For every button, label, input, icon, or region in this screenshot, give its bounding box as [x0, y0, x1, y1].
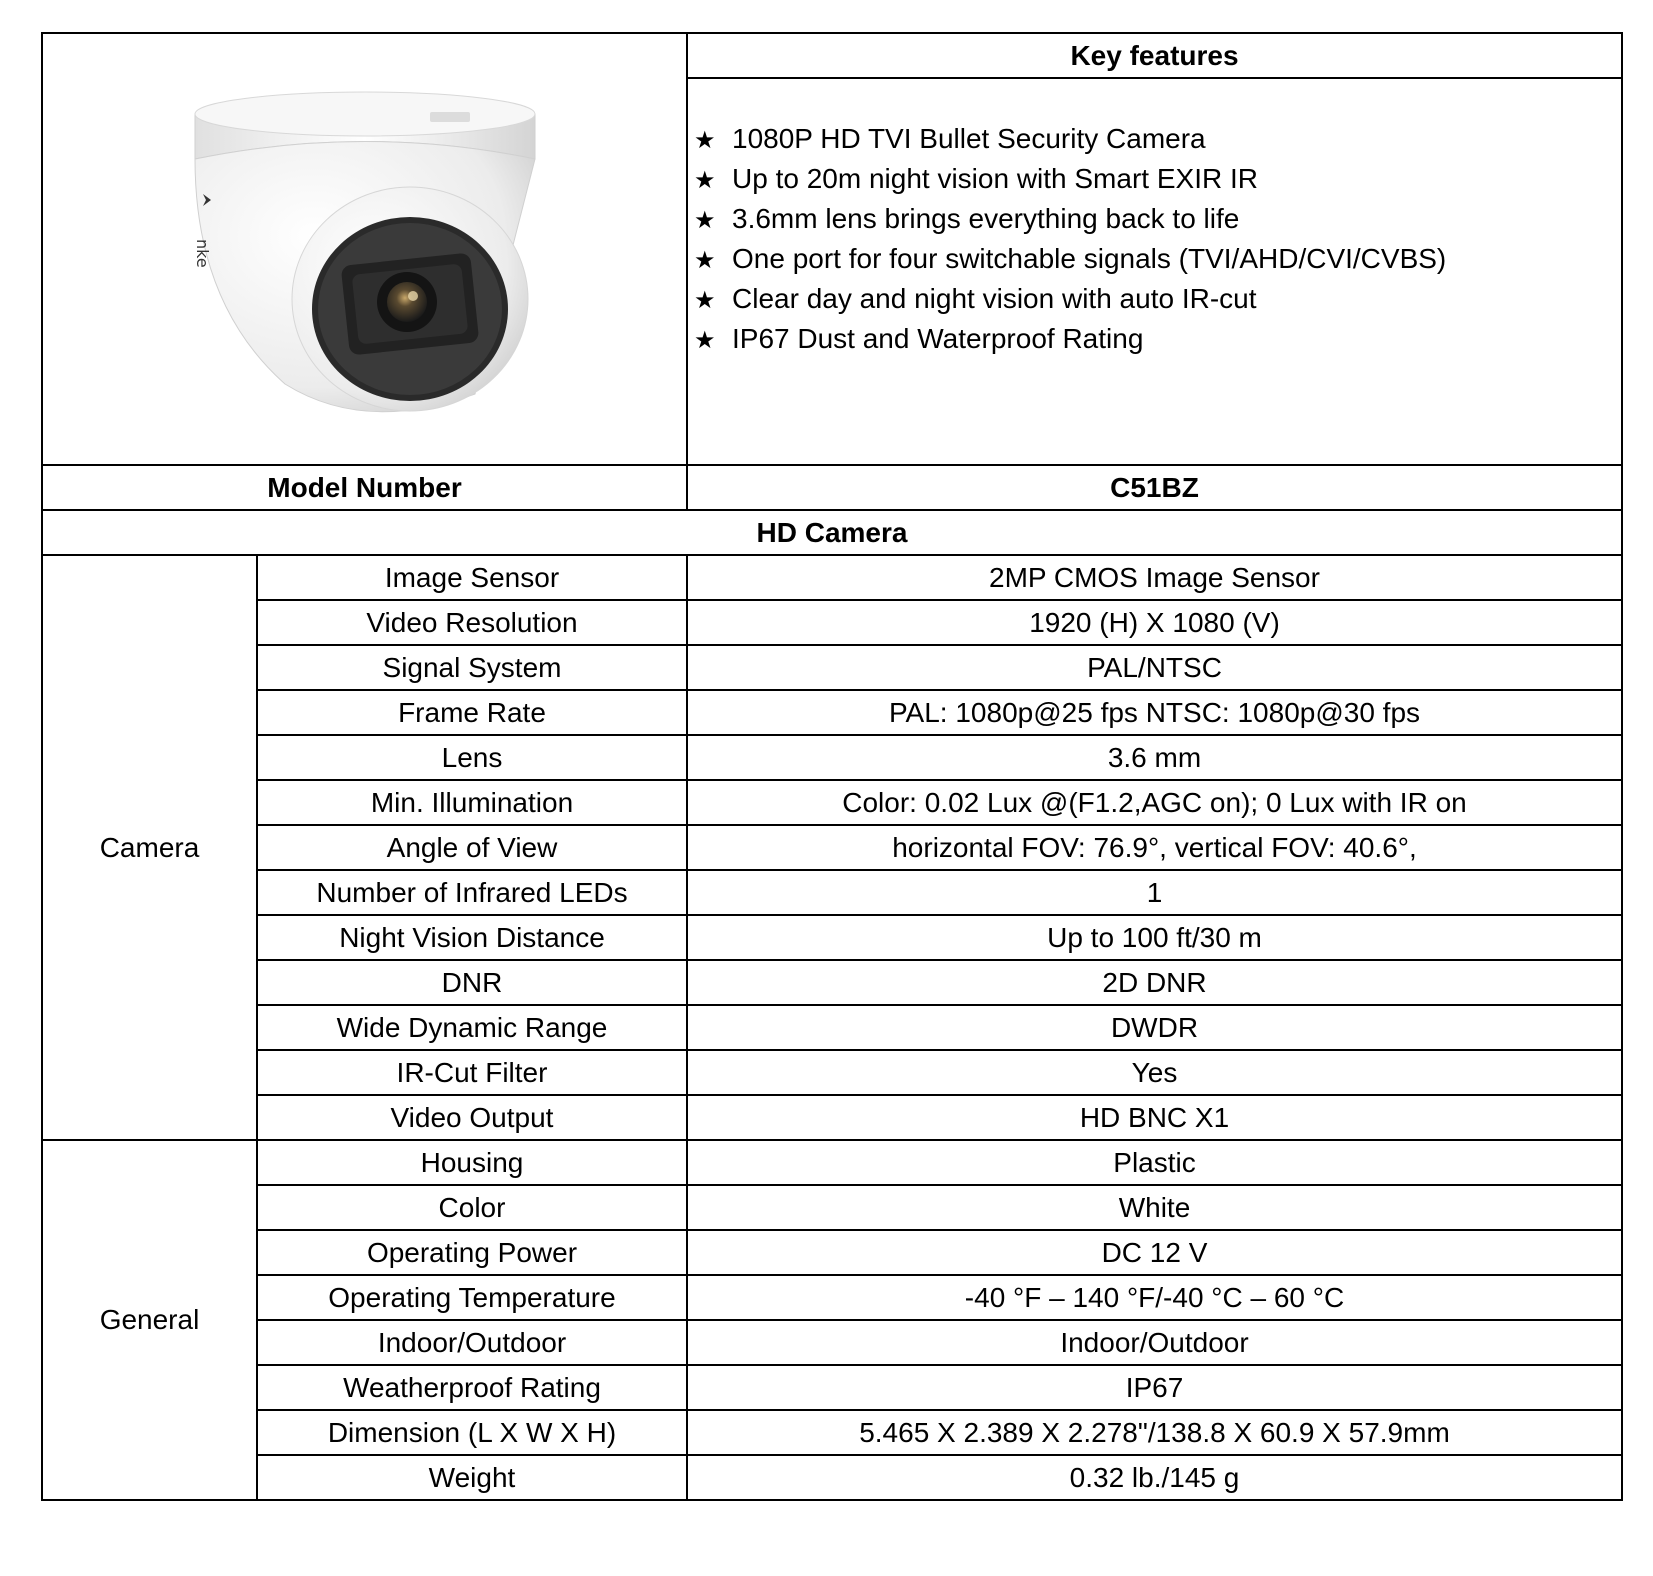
spec-label: Angle of View	[257, 825, 687, 870]
spec-table	[41, 32, 1623, 1501]
spec-row	[42, 1140, 1622, 1185]
spec-label: Video Resolution	[257, 600, 687, 645]
spec-row	[42, 1095, 1622, 1140]
spec-label: Wide Dynamic Range	[257, 1005, 687, 1050]
spec-value: PAL: 1080p@25 fps NTSC: 1080p@30 fps	[687, 690, 1622, 735]
spec-label: Operating Temperature	[257, 1275, 687, 1320]
spec-label: Color	[257, 1185, 687, 1230]
spec-value: DC 12 V	[687, 1230, 1622, 1275]
feature-item	[694, 199, 1621, 239]
spec-row	[42, 1410, 1622, 1455]
spec-row	[42, 1185, 1622, 1230]
feature-text: IP67 Dust and Waterproof Rating	[732, 323, 1144, 354]
spec-label: Weatherproof Rating	[257, 1365, 687, 1410]
spec-row	[42, 690, 1622, 735]
feature-item	[694, 279, 1621, 319]
feature-text: One port for four switchable signals (TVI/AHD/CVI/CVBS)	[732, 243, 1447, 274]
star-icon: ★	[694, 246, 716, 274]
feature-item	[694, 119, 1621, 159]
spec-value: White	[687, 1185, 1622, 1230]
spec-value: horizontal FOV: 76.9°, vertical FOV: 40.6°,	[687, 825, 1622, 870]
spec-row	[42, 555, 1622, 600]
model-number-label: Model Number	[42, 465, 687, 510]
spec-row	[42, 1230, 1622, 1275]
spec-value: 0.32 lb./145 g	[687, 1455, 1622, 1500]
spec-row	[42, 1320, 1622, 1365]
star-icon: ★	[694, 206, 716, 234]
spec-label: Frame Rate	[257, 690, 687, 735]
feature-text: Up to 20m night vision with Smart EXIR IR	[732, 163, 1258, 194]
spec-row	[42, 600, 1622, 645]
spec-row	[42, 1005, 1622, 1050]
star-icon: ★	[694, 326, 716, 354]
header-row	[42, 33, 1622, 78]
spec-value: Color: 0.02 Lux @(F1.2,AGC on); 0 Lux with IR on	[687, 780, 1622, 825]
spec-value: HD BNC X1	[687, 1095, 1622, 1140]
spec-label: Min. Illumination	[257, 780, 687, 825]
group-label: Camera	[42, 555, 257, 1140]
spec-value: 2D DNR	[687, 960, 1622, 1005]
spec-label: Signal System	[257, 645, 687, 690]
spec-label: Night Vision Distance	[257, 915, 687, 960]
spec-value: Up to 100 ft/30 m	[687, 915, 1622, 960]
spec-row	[42, 735, 1622, 780]
group-label: General	[42, 1140, 257, 1500]
spec-label: Video Output	[257, 1095, 687, 1140]
spec-row	[42, 645, 1622, 690]
spec-label: Lens	[257, 735, 687, 780]
product-image-cell	[42, 33, 687, 465]
feature-item	[694, 159, 1621, 199]
spec-value: 3.6 mm	[687, 735, 1622, 780]
section-title: HD Camera	[42, 510, 1622, 555]
spec-value: -40 °F – 140 °F/-40 °C – 60 °C	[687, 1275, 1622, 1320]
spec-value: Indoor/Outdoor	[687, 1320, 1622, 1365]
spec-row	[42, 1275, 1622, 1320]
star-icon: ★	[694, 286, 716, 314]
spec-row	[42, 825, 1622, 870]
spec-row	[42, 780, 1622, 825]
spec-value: Yes	[687, 1050, 1622, 1095]
feature-item	[694, 239, 1621, 279]
spec-label: Indoor/Outdoor	[257, 1320, 687, 1365]
spec-value: IP67	[687, 1365, 1622, 1410]
spec-label: Weight	[257, 1455, 687, 1500]
spec-row	[42, 915, 1622, 960]
key-features-title: Key features	[687, 33, 1622, 78]
key-features-cell	[687, 78, 1622, 465]
spec-value: PAL/NTSC	[687, 645, 1622, 690]
spec-value: 1	[687, 870, 1622, 915]
feature-text: 1080P HD TVI Bullet Security Camera	[732, 123, 1206, 154]
key-features-list	[688, 79, 1621, 359]
brand-logo: nke	[192, 239, 212, 268]
spec-table-body	[42, 33, 1622, 1500]
spec-row	[42, 1455, 1622, 1500]
spec-row	[42, 1365, 1622, 1410]
spec-label: Number of Infrared LEDs	[257, 870, 687, 915]
dome-camera-icon	[175, 64, 555, 434]
spec-value: Plastic	[687, 1140, 1622, 1185]
spec-label: IR-Cut Filter	[257, 1050, 687, 1095]
spec-row	[42, 870, 1622, 915]
spec-label: Housing	[257, 1140, 687, 1185]
feature-text: 3.6mm lens brings everything back to life	[732, 203, 1240, 234]
spec-label: Dimension (L X W X H)	[257, 1410, 687, 1455]
spec-value: DWDR	[687, 1005, 1622, 1050]
spec-row	[42, 1050, 1622, 1095]
spec-label: DNR	[257, 960, 687, 1005]
spec-label: Image Sensor	[257, 555, 687, 600]
spec-row	[42, 960, 1622, 1005]
spec-value: 5.465 X 2.389 X 2.278"/138.8 X 60.9 X 57.9mm	[687, 1410, 1622, 1455]
feature-text: Clear day and night vision with auto IR-cut	[732, 283, 1257, 314]
section-row	[42, 510, 1622, 555]
model-row	[42, 465, 1622, 510]
star-icon: ★	[694, 166, 716, 194]
model-number-value: C51BZ	[687, 465, 1622, 510]
feature-item	[694, 319, 1621, 359]
spec-label: Operating Power	[257, 1230, 687, 1275]
star-icon: ★	[694, 126, 716, 154]
spec-value: 2MP CMOS Image Sensor	[687, 555, 1622, 600]
spec-value: 1920 (H) X 1080 (V)	[687, 600, 1622, 645]
